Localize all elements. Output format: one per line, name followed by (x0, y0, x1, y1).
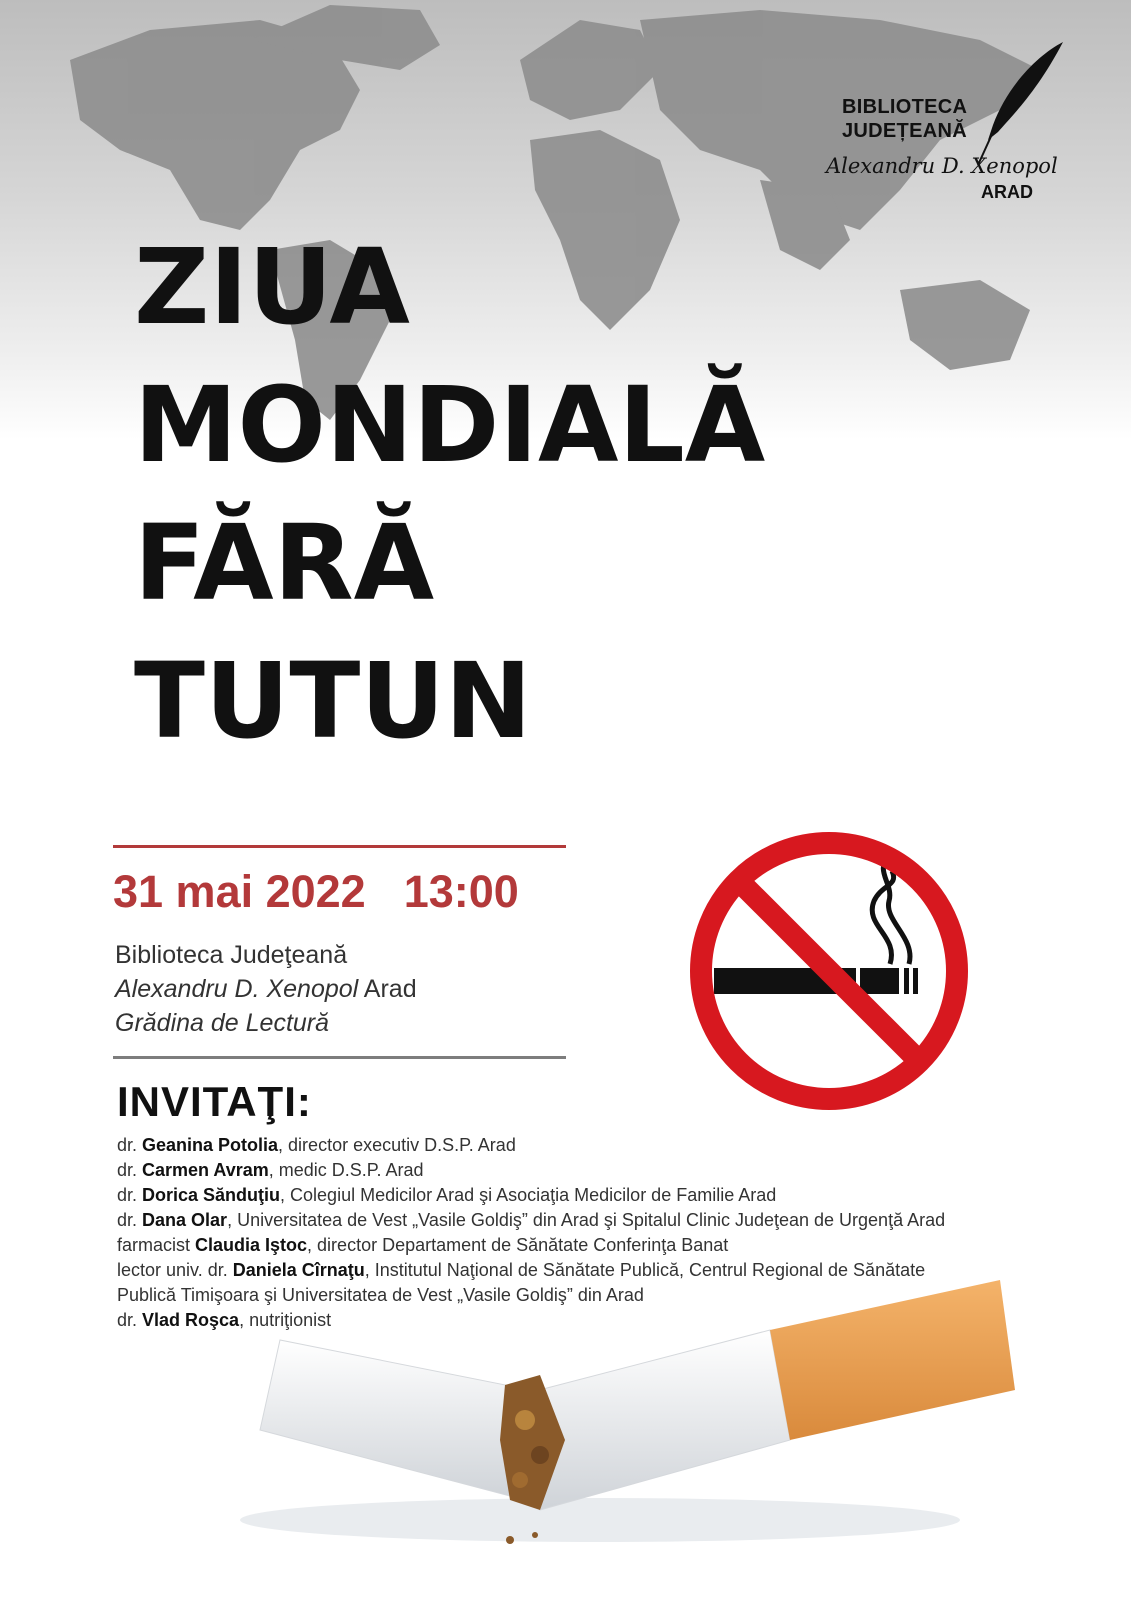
logo-line-judeteana: JUDEȚEANĂ (842, 120, 967, 142)
broken-cigarette-image (180, 1190, 1080, 1590)
divider-grey (113, 1056, 566, 1059)
list-item: dr. Geanina Potolia, director executiv D.S.P. Arad (117, 1135, 516, 1155)
event-datetime (113, 866, 519, 918)
title-line-1: ZIUA (134, 226, 410, 348)
logo-line-name: Alexandru D. Xenopol (826, 154, 1058, 178)
event-time: 13:00 (403, 866, 519, 917)
no-smoking-sign-icon (684, 826, 974, 1116)
title-line-3: FĂRĂ (134, 502, 435, 624)
venue-line-2 (115, 972, 417, 1006)
quill-pen-icon (968, 40, 1068, 170)
list-item: dr. Vlad Roşca, nutriţionist (117, 1310, 332, 1330)
event-date: 31 mai 2022 (113, 866, 366, 917)
guests-heading: INVITAŢI: (117, 1078, 312, 1125)
list-item: dr. Dorica Sănduţiu, Colegiul Medicilor Arad şi Asociaţia Medicilor de Familie Arad (117, 1185, 777, 1205)
venue-city: Arad (358, 975, 417, 1003)
title-line-2: MONDIALĂ (134, 364, 766, 486)
list-item: farmacist Claudia Iştoc, director Departament de Sănătate Conferinţa Banat (117, 1235, 729, 1255)
library-logo (826, 40, 1086, 210)
title-line-4: TUTUN (134, 640, 532, 762)
logo-line-city: ARAD (981, 182, 1033, 202)
venue-line-1: Biblioteca Judeţeană (115, 941, 348, 969)
divider-red (113, 845, 566, 848)
venue-line-3 (115, 1006, 417, 1040)
list-item: dr. Dana Olar, Universitatea de Vest „Vasile Goldiş” din Arad şi Spitalul Clinic Judeţean de Urgenţă Arad (117, 1210, 946, 1230)
list-item: Publică Timişoara şi Universitatea de Vest „Vasile Goldiş” din Arad (117, 1285, 644, 1305)
venue-name-italic: Alexandru D. Xenopol (115, 975, 359, 1003)
list-item: dr. Carmen Avram, medic D.S.P. Arad (117, 1160, 424, 1180)
venue-garden: Grădina de Lectură (115, 1009, 330, 1037)
event-venue (115, 938, 417, 1040)
page-title (134, 218, 765, 770)
logo-line-biblioteca: BIBLIOTECA (842, 96, 968, 118)
list-item: lector univ. dr. Daniela Cîrnaţu, Institutul Naţional de Sănătate Publică, Centrul Regional de Sănătate (117, 1260, 926, 1280)
